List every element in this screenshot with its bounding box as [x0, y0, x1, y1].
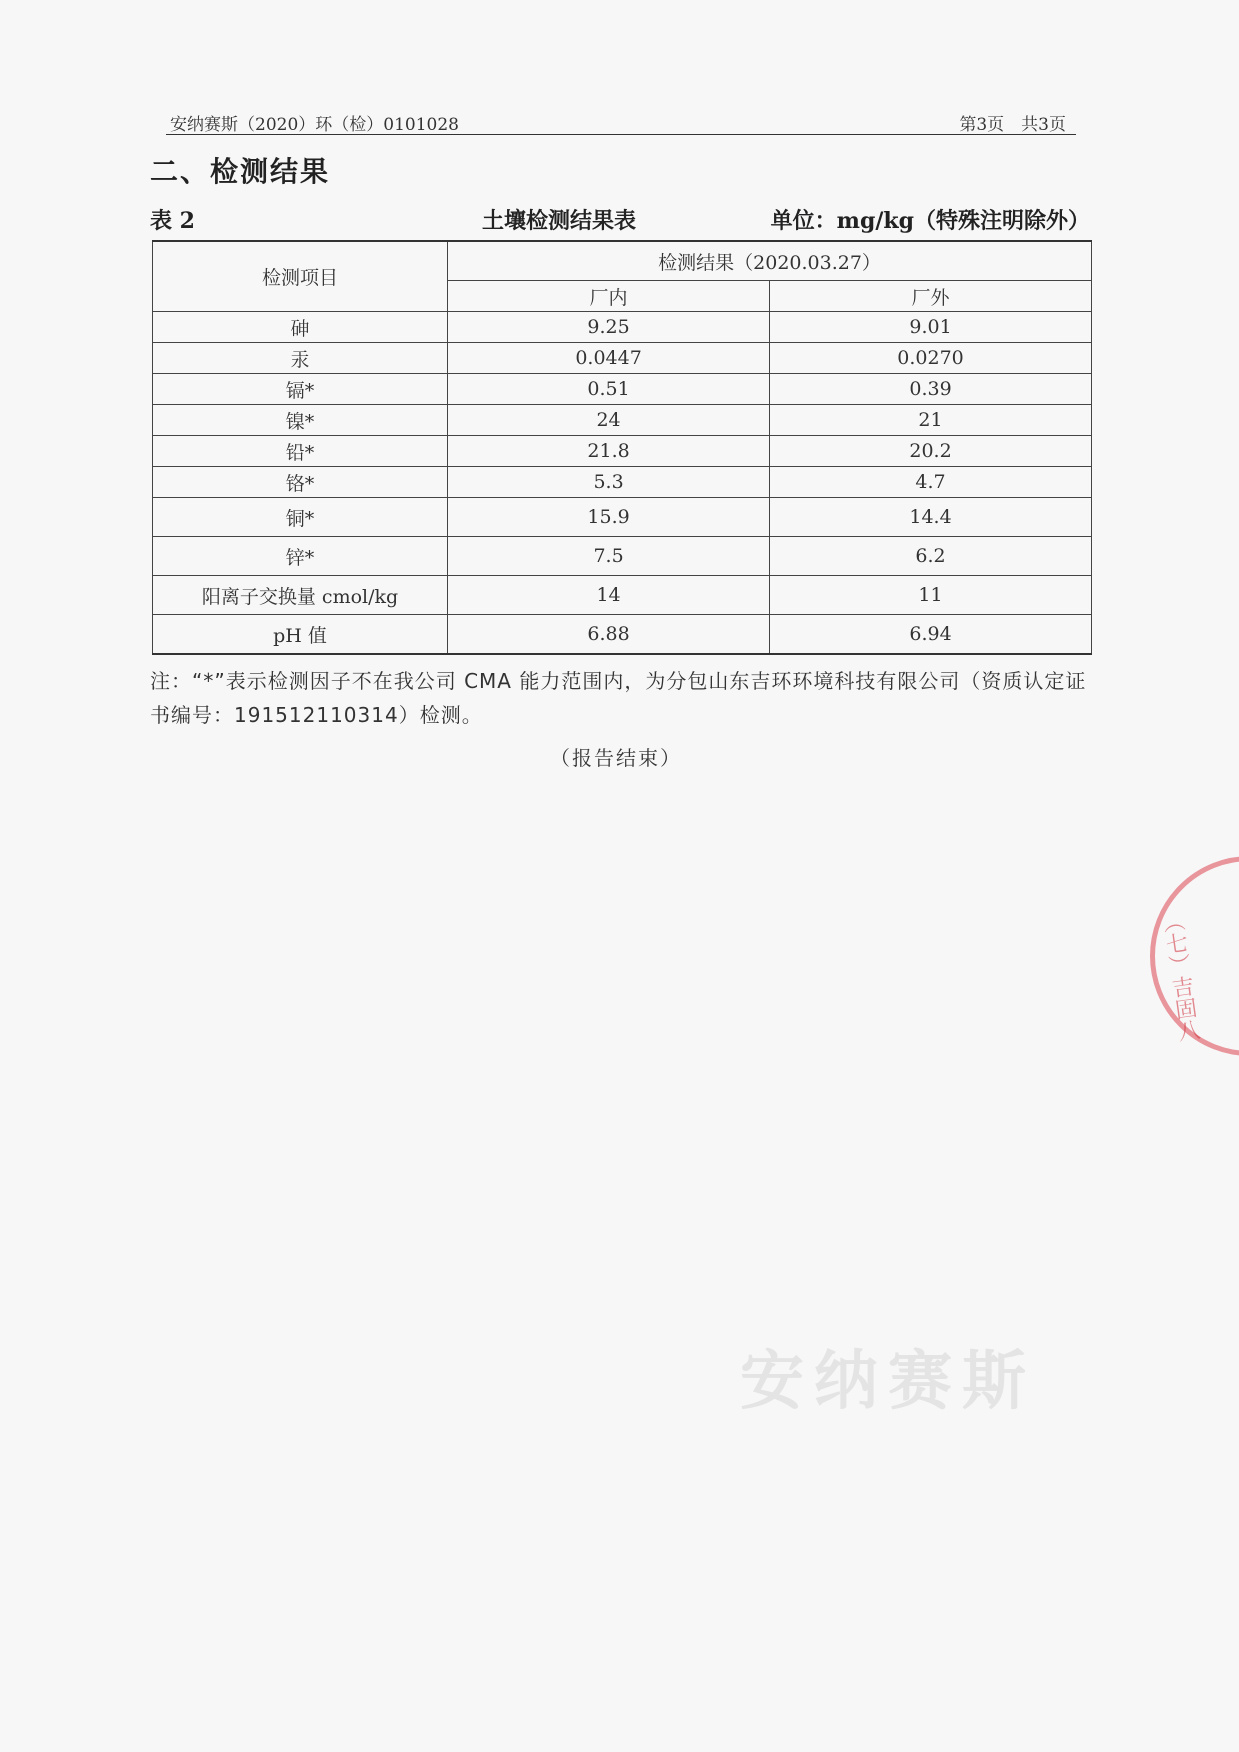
table-row: [153, 467, 1092, 498]
row-inside-value: 6.88: [448, 615, 770, 655]
row-inside-value: 14: [448, 576, 770, 615]
table-row: [153, 615, 1092, 655]
row-outside-value: 9.01: [770, 312, 1092, 343]
row-inside-value: 0.51: [448, 374, 770, 405]
table-title: 土壤检测结果表: [482, 209, 637, 234]
table-row: [153, 312, 1092, 343]
row-inside-value: 0.0447: [448, 343, 770, 374]
table-header-row: [153, 241, 1092, 281]
company-watermark: 安纳赛斯: [740, 1344, 1036, 1419]
column-header-inside: 厂内: [448, 281, 770, 312]
row-item: 锌*: [153, 537, 448, 576]
row-outside-value: 14.4: [770, 498, 1092, 537]
row-outside-value: 6.2: [770, 537, 1092, 576]
table-row: [153, 436, 1092, 467]
row-outside-value: 11: [770, 576, 1092, 615]
table-row: [153, 343, 1092, 374]
row-item: 镍*: [153, 405, 448, 436]
row-outside-value: 6.94: [770, 615, 1092, 655]
report-end-mark: （报告结束）: [550, 746, 682, 770]
section-title: 二、检测结果: [150, 155, 331, 188]
row-outside-value: 21: [770, 405, 1092, 436]
row-item: 汞: [153, 343, 448, 374]
table-row: [153, 576, 1092, 615]
row-outside-value: 0.39: [770, 374, 1092, 405]
row-inside-value: 9.25: [448, 312, 770, 343]
column-header-outside: 厂外: [770, 281, 1092, 312]
report-number: 安纳赛斯（2020）环（检）0101028: [170, 115, 459, 135]
row-item: 砷: [153, 312, 448, 343]
row-item: 铜*: [153, 498, 448, 537]
row-outside-value: 0.0270: [770, 343, 1092, 374]
table-footnote: 注：“*”表示检测因子不在我公司 CMA 能力范围内，为分包山东吉环环境科技有限公司（资质认定证书编号：191512110314）检测。: [150, 669, 1087, 727]
table-caption: [150, 204, 1090, 234]
row-inside-value: 7.5: [448, 537, 770, 576]
row-inside-value: 21.8: [448, 436, 770, 467]
row-item: 铅*: [153, 436, 448, 467]
row-outside-value: 20.2: [770, 436, 1092, 467]
result-header: 检测结果（2020.03.27）: [448, 241, 1092, 281]
table-row: [153, 405, 1092, 436]
table-row: [153, 374, 1092, 405]
row-item: 铬*: [153, 467, 448, 498]
page-number: 第3页 共3页: [959, 115, 1066, 135]
table-number: 表 2: [150, 208, 195, 234]
item-header: 检测项目: [153, 241, 448, 312]
company-seal-text: （七）吉固八: [1157, 908, 1202, 1044]
page-header: [166, 108, 1076, 135]
row-inside-value: 5.3: [448, 467, 770, 498]
row-item: 镉*: [153, 374, 448, 405]
table-row: [153, 537, 1092, 576]
row-outside-value: 4.7: [770, 467, 1092, 498]
row-inside-value: 15.9: [448, 498, 770, 537]
table-row: [153, 498, 1092, 537]
table-unit: 单位：mg/kg（特殊注明除外）: [770, 208, 1090, 234]
results-table: [152, 240, 1092, 655]
row-item: pH 值: [153, 615, 448, 655]
row-item: 阳离子交换量 cmol/kg: [153, 576, 448, 615]
row-inside-value: 24: [448, 405, 770, 436]
